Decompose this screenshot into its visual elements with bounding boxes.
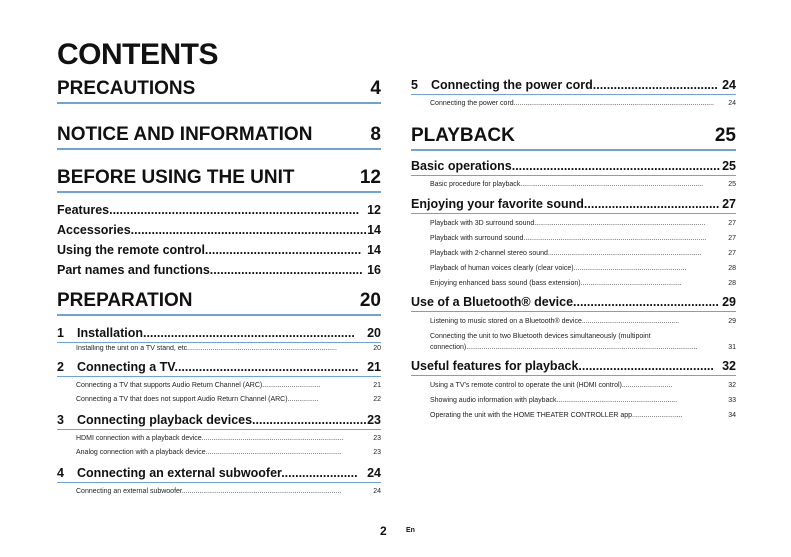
toc-entry-power-cord[interactable]: 5 Connecting the power cord.................................... 24 [411, 78, 736, 92]
prep-section-2 [57, 360, 381, 407]
toc-entry-favorite-sound[interactable]: Enjoying your favorite sound....................................... 27 [411, 197, 736, 211]
toc-subentry[interactable]: Operating the unit with the HOME THEATER CONTROLLER app.......................... 34 [430, 412, 736, 419]
toc-subentry[interactable]: Playback with 2-channel stereo sound............................................................................... 27 [430, 250, 736, 257]
toc-entry-remote[interactable]: Using the remote control............................................. 14 [57, 243, 381, 257]
toc-heading-precautions[interactable] [57, 78, 381, 104]
toc-subentry[interactable]: connection)....................................................................................................................... 31 [430, 344, 736, 351]
toc-subentry[interactable]: Connecting an external subwoofer.................................................................................. 24 [76, 488, 381, 495]
toc-subentry[interactable]: Connecting the unit to two Bluetooth devices simultaneously (multipoint [430, 333, 651, 340]
toc-subentry[interactable]: Installing the unit on a TV stand, etc............................................................................. 20 [76, 345, 381, 352]
heading-page: 4 [370, 78, 381, 99]
toc-subentry[interactable]: Analog connection with a playback device...................................................................... 23 [76, 449, 381, 456]
page-number: 2 [380, 524, 387, 538]
toc-subentry[interactable]: Playback with 3D surround sound........................................................................................ 27 [430, 220, 736, 227]
toc-entry-installation[interactable]: 1 Installation............................................................. 20 [57, 326, 381, 340]
toc-subentry[interactable]: Using a TV's remote control to operate the unit (HDMI control).......................... 32 [430, 382, 736, 389]
toc-subentry[interactable]: Connecting a TV that does not support Audio Return Channel (ARC)................ 22 [76, 396, 381, 403]
toc-subentry[interactable]: HDMI connection with a playback device......................................................................... 23 [76, 435, 381, 442]
toc-heading-notice[interactable] [57, 124, 381, 150]
playback-section-bluetooth [411, 295, 736, 353]
toc-entry-bluetooth[interactable]: Use of a Bluetooth® device.......................................... 29 [411, 295, 736, 309]
heading-page: 25 [714, 125, 736, 146]
right-column [411, 78, 736, 423]
toc-entry-parts[interactable]: Part names and functions............................................ 16 [57, 263, 381, 277]
toc-heading-playback[interactable] [411, 125, 736, 151]
toc-subentry[interactable]: Connecting the power cord....................................................................................................... 24 [430, 100, 736, 107]
prep-section-5 [411, 78, 736, 111]
toc-entry-features[interactable]: Features........................................................................ 12 [57, 203, 381, 217]
toc-subentry[interactable]: Playback of human voices clearly (clear voice).......................................................... 28 [430, 265, 736, 272]
page-title: CONTENTS [57, 38, 218, 71]
heading-label: PRECAUTIONS [57, 78, 196, 99]
toc-subentry[interactable]: Basic procedure for playback.............................................................................................. 25 [430, 181, 736, 188]
toc-entry-basic-operations[interactable]: Basic operations............................................................ 25 [411, 159, 736, 173]
toc-subentry[interactable]: Showing audio information with playback.............................................................. 33 [430, 397, 736, 404]
toc-entry-playback-devices[interactable]: 3 Connecting playback devices................................. 23 [57, 413, 381, 427]
toc-subentry[interactable]: Connecting a TV that supports Audio Return Channel (ARC).............................. 21 [76, 382, 381, 389]
heading-label: BEFORE USING THE UNIT [57, 167, 295, 188]
heading-page: 8 [370, 124, 381, 145]
heading-label: PLAYBACK [411, 125, 515, 146]
prep-section-4 [57, 466, 381, 499]
toc-entry-useful-features[interactable]: Useful features for playback....................................... 32 [411, 359, 736, 373]
playback-section-sound [411, 197, 736, 291]
toc-subentry[interactable]: Listening to music stored on a Bluetooth® device.................................................. 29 [430, 318, 736, 325]
before-list [57, 200, 381, 280]
toc-entry-subwoofer[interactable]: 4 Connecting an external subwoofer...................... 24 [57, 466, 381, 480]
left-column [57, 78, 381, 499]
heading-page: 20 [359, 290, 381, 311]
toc-heading-preparation[interactable] [57, 290, 381, 316]
heading-label: NOTICE AND INFORMATION [57, 124, 313, 145]
toc-entry-accessories[interactable]: Accessories.................................................................... 14 [57, 223, 381, 237]
toc-subentry[interactable]: Enjoying enhanced bass sound (bass extension).................................................... 28 [430, 280, 736, 287]
toc-heading-before[interactable] [57, 167, 381, 193]
language-code: En [406, 527, 415, 534]
prep-section-1 [57, 326, 381, 352]
heading-label: PREPARATION [57, 290, 193, 311]
toc-entry-connecting-tv[interactable]: 2 Connecting a TV..................................................... 21 [57, 360, 381, 374]
prep-section-3 [57, 413, 381, 460]
playback-section-basic [411, 159, 736, 192]
playback-section-useful [411, 359, 736, 423]
heading-page: 12 [359, 167, 381, 188]
toc-subentry[interactable]: Playback with surround sound.............................................................................................. 27 [430, 235, 736, 242]
